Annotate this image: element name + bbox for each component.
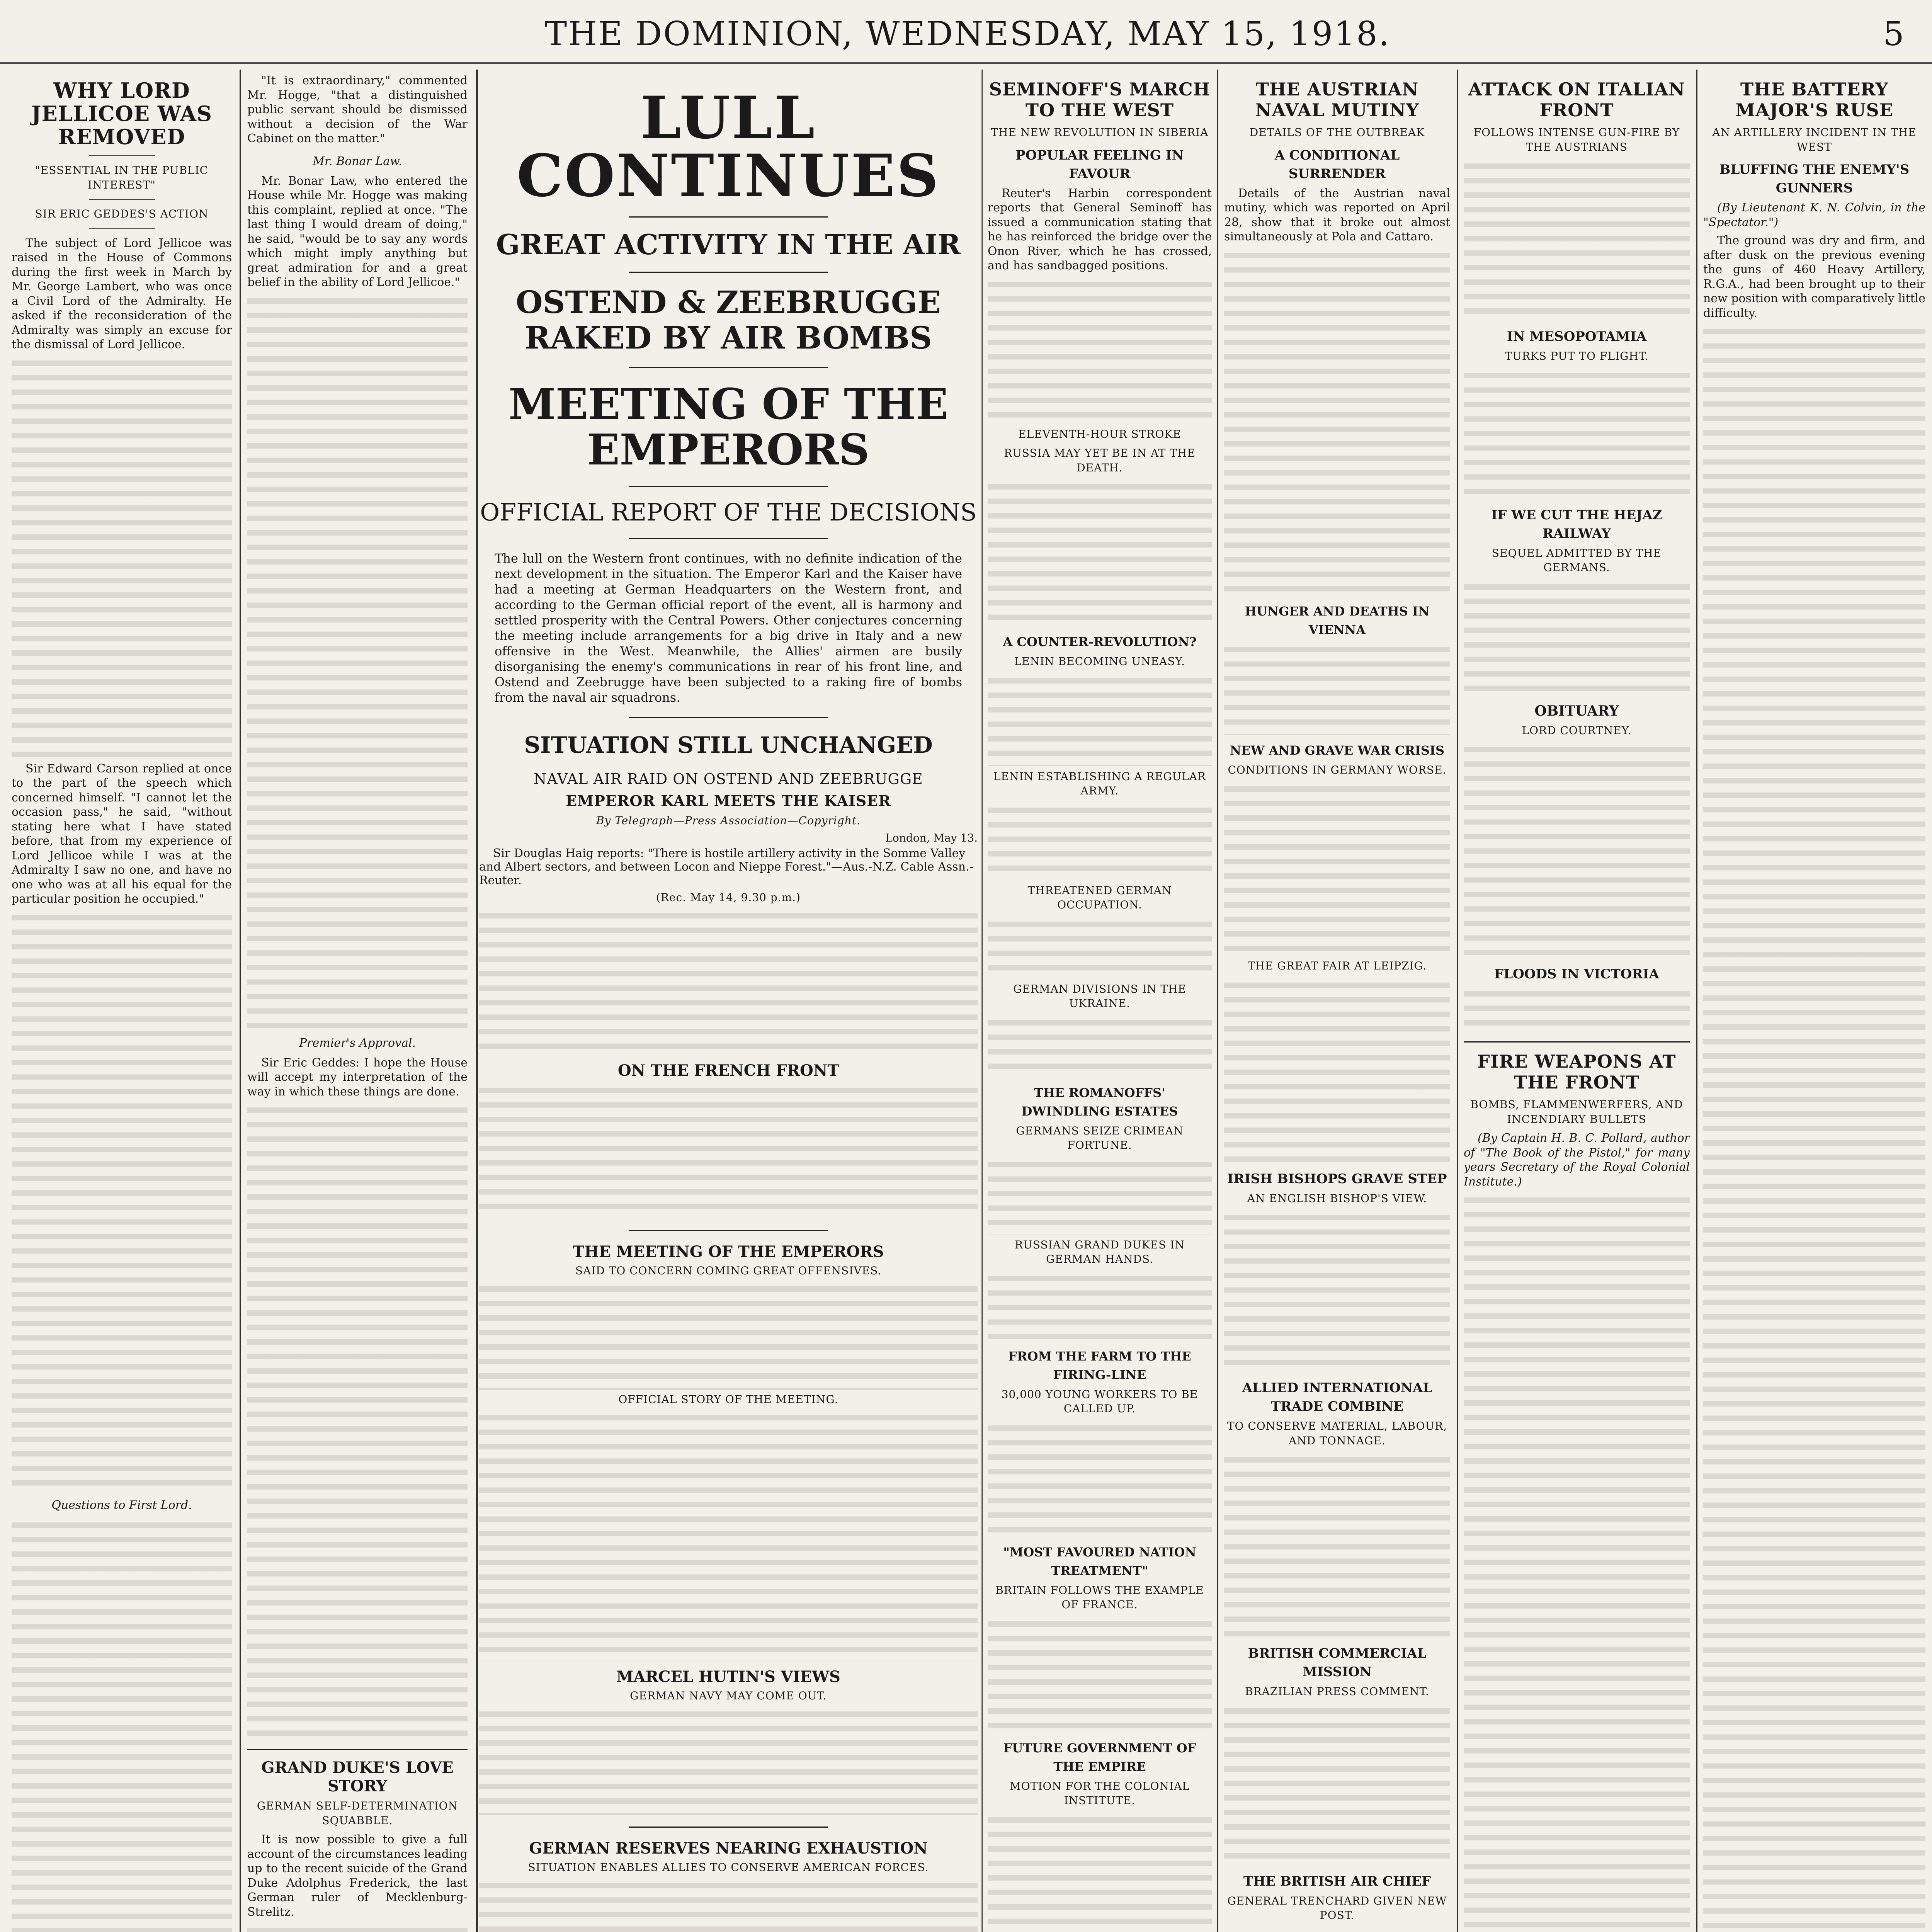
byline: By Telegraph—Press Association—Copyright. xyxy=(596,814,861,827)
section-subhead: Mr. Bonar Law. xyxy=(313,154,402,168)
deck-headline: OFFICIAL REPORT OF THE DECISIONS xyxy=(480,498,977,526)
column-1 xyxy=(12,73,232,1932)
article-paragraph: "It is extraordinary," commented Mr. Hogge, "that a distinguished public servant should be dismissed without a decision of the War Cabinet on the matter." xyxy=(247,74,468,145)
subhead: "ESSENTIAL IN THE PUBLIC INTEREST" xyxy=(35,164,209,191)
section-subhead: SAID TO CONCERN COMING GREAT OFFENSIVES. xyxy=(575,1264,882,1277)
byline: (By Lieutenant K. N. Colvin, in the "Spectator.") xyxy=(1703,201,1925,229)
section-headline: IRISH BISHOPS GRAVE STEP xyxy=(1227,1171,1447,1187)
article-paragraph: The subject of Lord Jellicoe was raised in the House of Commons during the first week in March by Mr. George Lambert, who was once a Civil Lord of the Admiralty. He asked if the reconsideration of the Admiralty was simply an excuse for the dismissal of Lord Jellicoe. xyxy=(12,236,232,351)
headline-italian-front: ATTACK ON ITALIAN FRONT xyxy=(1468,79,1685,121)
column-rule xyxy=(981,70,983,1932)
column-6 xyxy=(1464,73,1690,1932)
article-paragraph: Sir Douglas Haig reports: "There is hostile artillery activity in the Somme Valley and Albert sectors, and between Locon and Nieppe Forest."—Aus.-N.Z. Cable Assn.-Reuter. xyxy=(479,847,973,887)
section-subhead: ELEVENTH-HOUR STROKE xyxy=(1018,427,1181,440)
subhead: FOLLOWS INTENSE GUN-FIRE BY THE AUSTRIANS xyxy=(1473,126,1680,153)
section-headline: IF WE CUT THE HEJAZ RAILWAY xyxy=(1491,507,1662,541)
article-paragraph: Mr. Bonar Law, who entered the House while Mr. Hogge was making this complaint, replied at once. "The last thing I would dream of doing," he said, "would be to say any words which might imply anything but great admiration for and a great belief in the ability of Lord Jellicoe." xyxy=(247,174,468,289)
section-subhead: TO CONSERVE MATERIAL, LABOUR, AND TONNAGE. xyxy=(1227,1420,1447,1447)
masthead-title: THE DOMINION, WEDNESDAY, MAY 15, 1918. xyxy=(544,15,1391,53)
section-headline: THE ROMANOFFS' DWINDLING ESTATES xyxy=(1021,1085,1178,1119)
section-headline: FUTURE GOVERNMENT OF THE EMPIRE xyxy=(1003,1740,1196,1774)
section-headline: MARCEL HUTIN'S VIEWS xyxy=(616,1668,840,1686)
deck-headline: OSTEND & ZEEBRUGGE RAKED BY AIR BOMBS xyxy=(515,284,941,356)
section-headline: OBITUARY xyxy=(1534,702,1619,719)
section-subhead: MOTION FOR THE COLONIAL INSTITUTE. xyxy=(1010,1779,1190,1807)
subhead: DETAILS OF THE OUTBREAK xyxy=(1249,126,1425,139)
section-subhead: GENERAL TRENCHARD GIVEN NEW POST. xyxy=(1227,1894,1447,1922)
section-headline: HUNGER AND DEATHS IN VIENNA xyxy=(1245,604,1430,637)
section-subhead: Questions to First Lord. xyxy=(51,1498,192,1512)
column-5 xyxy=(1224,73,1450,1932)
column-rule xyxy=(1457,70,1458,1932)
section-headline: ALLIED INTERNATIONAL TRADE COMBINE xyxy=(1242,1380,1432,1414)
article-paragraph: It is now possible to give a full account of the circumstances leading up to the recent suicide of the Grand Duke Adolphus Frederick, the last German ruler of Mecklenburg-Strelitz. xyxy=(247,1833,468,1919)
headline-austrian-mutiny: THE AUSTRIAN NAVAL MUTINY xyxy=(1255,79,1419,121)
column-rule xyxy=(476,70,478,1932)
article-paragraph: The ground was dry and firm, and after dusk on the previous evening the guns of 460 Heavy Artillery, R.G.A., had been brought up to their new position with comparatively little difficulty. xyxy=(1703,234,1925,320)
section-subhead: LENIN ESTABLISHING A REGULAR ARMY. xyxy=(993,770,1206,797)
section-headline: FROM THE FARM TO THE FIRING-LINE xyxy=(1008,1349,1191,1382)
section-subhead: NAVAL AIR RAID ON OSTEND AND ZEEBRUGGE xyxy=(534,770,923,787)
section-subhead: OFFICIAL STORY OF THE MEETING. xyxy=(618,1393,838,1406)
column-2 xyxy=(247,73,468,1932)
section-headline: GERMAN RESERVES NEARING EXHAUSTION xyxy=(529,1839,928,1857)
headline-grand-duke: GRAND DUKE'S LOVE STORY xyxy=(261,1759,454,1795)
section-headline: THE MEETING OF THE EMPERORS xyxy=(573,1243,884,1261)
headline-seminoff: SEMINOFF'S MARCH TO THE WEST xyxy=(989,79,1211,121)
section-headline: SITUATION STILL UNCHANGED xyxy=(524,732,933,758)
section-headline: NEW AND GRAVE WAR CRISIS xyxy=(1230,743,1445,758)
section-subhead: 30,000 YOUNG WORKERS TO BE CALLED UP. xyxy=(1001,1388,1198,1415)
section-subhead: GERMAN DIVISIONS IN THE UKRAINE. xyxy=(1013,982,1186,1010)
section-subhead: GERMAN NAVY MAY COME OUT. xyxy=(630,1689,827,1702)
article-paragraph: Sir Eric Geddes: I hope the House will accept my interpretation of the way in which these things are done. xyxy=(247,1056,468,1099)
section-subhead: BRITAIN FOLLOWS THE EXAMPLE OF FRANCE. xyxy=(995,1583,1204,1611)
lead-paragraph: The lull on the Western front continues, with no definite indication of the next development in the situation. The Emperor Karl and the Kaiser have had a meeting at German Headquarters on the Western front, and according to the German official report of the event, all is harmony and settled prosperity with the Central Powers. Other conjectures concerning the meeting include arrangements for a big drive in Italy and a new offensive in the West. Meanwhile, the Allies' airmen are busily disorganising the enemy's communications in rear of his front line, and Ostend and Zeebrugge have been subjected to a raking fire of bombs from the naval air squadrons. xyxy=(495,551,962,705)
section-subhead: GERMANS SEIZE CRIMEAN FORTUNE. xyxy=(1016,1124,1184,1151)
dateline: London, May 13. xyxy=(885,832,978,844)
column-rule xyxy=(240,70,241,1932)
section-subhead: AN ENGLISH BISHOP'S VIEW. xyxy=(1247,1192,1427,1205)
headline-fire-weapons: FIRE WEAPONS AT THE FRONT xyxy=(1477,1051,1676,1093)
section-subhead: TURKS PUT TO FLIGHT. xyxy=(1505,350,1649,362)
section-headline: IN MESOPOTAMIA xyxy=(1507,329,1647,344)
section-headline: THE BRITISH AIR CHIEF xyxy=(1243,1873,1431,1889)
section-subhead: THREATENED GERMAN OCCUPATION. xyxy=(1027,884,1172,911)
page-number: 5 xyxy=(1883,15,1904,53)
section-headline: "MOST FAVOURED NATION TREATMENT" xyxy=(1003,1544,1196,1578)
section-subhead: EMPEROR KARL MEETS THE KAISER xyxy=(566,792,891,810)
section-headline: A CONDITIONAL SURRENDER xyxy=(1274,147,1400,182)
banner-headline: LULL CONTINUES xyxy=(517,84,940,210)
column-7 xyxy=(1703,73,1925,1932)
section-subhead: THE GREAT FAIR AT LEIPZIG. xyxy=(1248,959,1427,972)
article-paragraph: Details of the Austrian naval mutiny, which was reported on April 28, show that it broke out almost simultaneously at Pola and Cattaro. xyxy=(1224,186,1450,243)
section-subhead: BRAZILIAN PRESS COMMENT. xyxy=(1245,1685,1429,1698)
subhead: GERMAN SELF-DETERMINATION SQUABBLE. xyxy=(257,1799,458,1827)
deck-headline: GREAT ACTIVITY IN THE AIR xyxy=(496,228,961,261)
subhead: AN ARTILLERY INCIDENT IN THE WEST xyxy=(1712,126,1917,153)
section-subhead: Premier's Approval. xyxy=(299,1036,416,1050)
section-subhead: CONDITIONS IN GERMANY WORSE. xyxy=(1228,763,1447,776)
article-paragraph: Sir Edward Carson replied at once to the part of the speech which concerned himself. "I cannot let the occasion pass," he said, "without stating here what I have stated before, that from my experience of Lord Jellicoe while I was at the Admiralty I saw no one, and have no one who was at all his equal for the particular position he occupied." xyxy=(12,762,232,906)
section-headline: A COUNTER-REVOLUTION? xyxy=(1003,634,1197,649)
section-subhead: LORD COURTNEY. xyxy=(1522,724,1632,737)
headline-battery-major: THE BATTERY MAJOR'S RUSE xyxy=(1735,79,1893,121)
column-rule xyxy=(1217,70,1218,1932)
column-rule xyxy=(1696,70,1697,1932)
subhead: SIR ERIC GEDDES'S ACTION xyxy=(35,207,209,220)
article-paragraph: Reuter's Harbin correspondent reports that General Seminoff has issued a communication stating that he has reinforced the bridge over the Onon River, which he has crossed, and has sandbagged positions. xyxy=(988,186,1212,272)
feature-column xyxy=(479,73,978,1932)
column-4 xyxy=(988,73,1212,1932)
section-subhead: SITUATION ENABLES ALLIES TO CONSERVE AMERICAN FORCES. xyxy=(528,1861,929,1874)
section-headline: FLOODS IN VICTORIA xyxy=(1494,966,1659,982)
section-headline: BLUFFING THE ENEMY'S GUNNERS xyxy=(1719,162,1910,196)
section-subhead: RUSSIA MAY YET BE IN AT THE DEATH. xyxy=(1004,447,1196,474)
headline-jellicoe: WHY LORD JELLICOE WAS REMOVED xyxy=(31,78,212,149)
section-headline: ON THE FRENCH FRONT xyxy=(617,1061,839,1080)
byline: (By Captain H. B. C. Pollard, author of "The Book of the Pistol," for many years Secretary of the Royal Colonial Institute.) xyxy=(1464,1131,1690,1189)
section-subhead: LENIN BECOMING UNEASY. xyxy=(1014,655,1185,668)
subhead: THE NEW REVOLUTION IN SIBERIA xyxy=(991,126,1209,139)
section-headline: POPULAR FEELING IN FAVOUR xyxy=(1015,147,1184,182)
section-headline: BRITISH COMMERCIAL MISSION xyxy=(1248,1646,1427,1680)
deck-headline: MEETING OF THE EMPERORS xyxy=(509,379,948,474)
section-subhead: RUSSIAN GRAND DUKES IN GERMAN HANDS. xyxy=(1015,1238,1185,1265)
subhead: BOMBS, FLAMMENWERFERS, AND INCENDIARY BULLETS xyxy=(1470,1098,1683,1126)
masthead xyxy=(0,0,1932,64)
received-note: (Rec. May 14, 9.30 p.m.) xyxy=(656,891,801,904)
section-subhead: SEQUEL ADMITTED BY THE GERMANS. xyxy=(1492,546,1662,574)
